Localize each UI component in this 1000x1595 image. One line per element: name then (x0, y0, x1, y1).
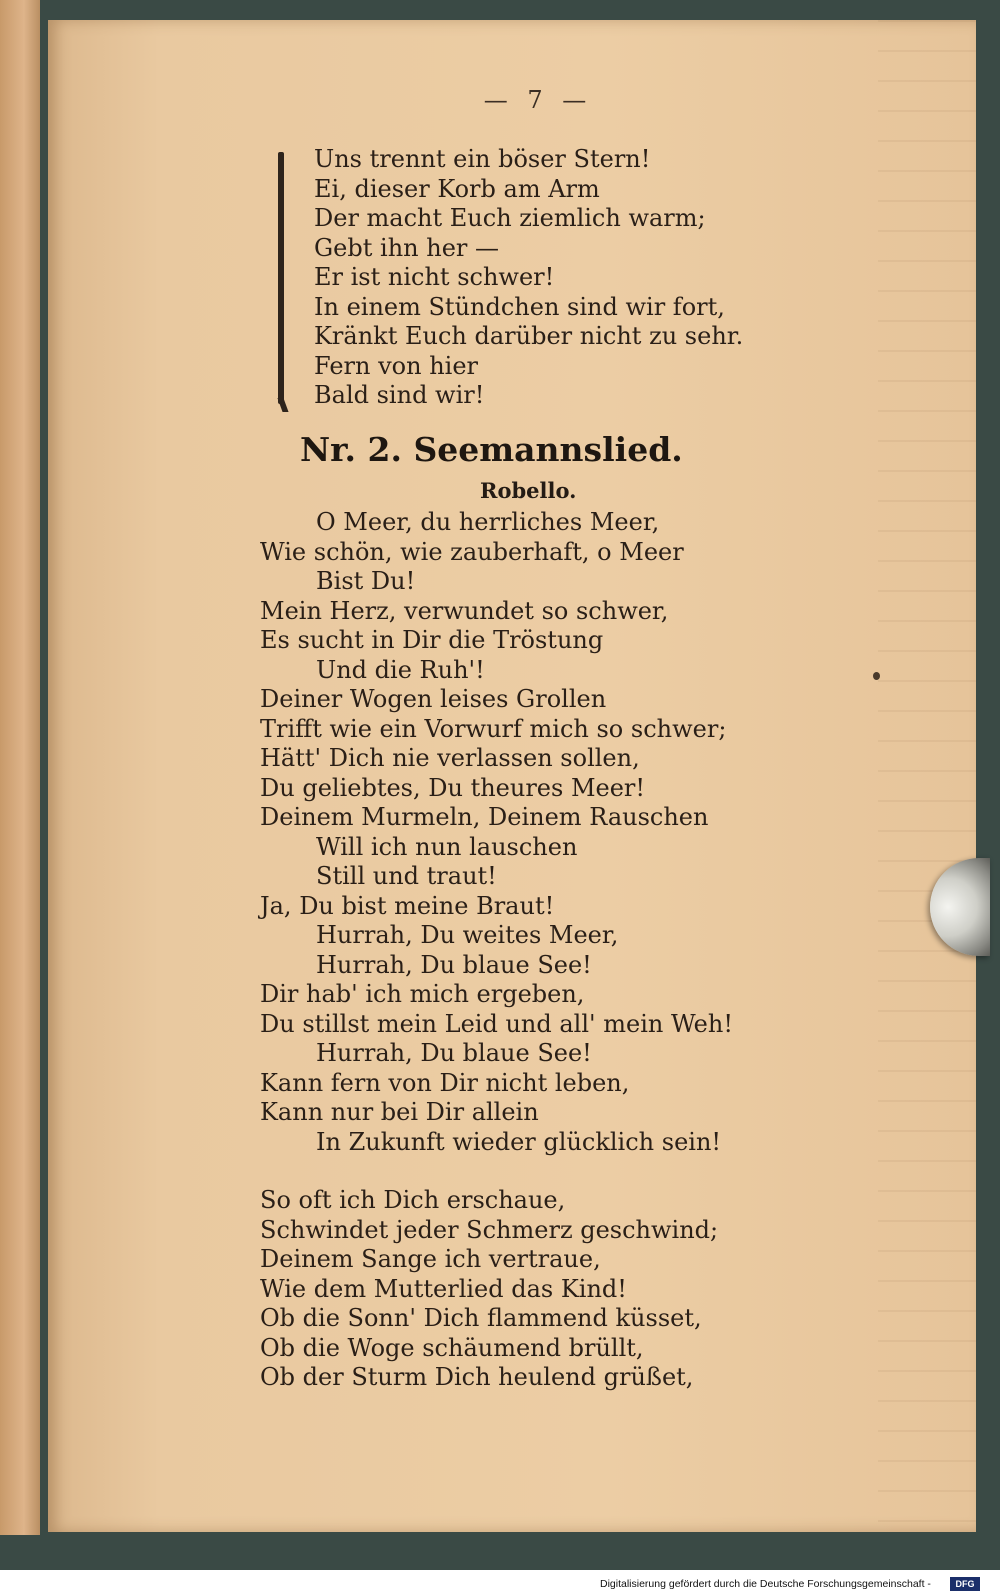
page-number: — 7 — (483, 86, 593, 114)
song-line: Es sucht in Dir die Tröstung (260, 626, 604, 654)
verse-line: Er ist nicht schwer! (314, 263, 555, 291)
verse-line: Uns trennt ein böser Stern! (314, 145, 651, 173)
song-line: Mein Herz, verwundet so schwer, (260, 596, 669, 625)
song-line: Du geliebtes, Du theures Meer! (260, 773, 646, 802)
song-line: Hurrah, Du blaue See! (316, 950, 592, 979)
verse-line: Gebt ihn her — (314, 233, 499, 262)
song-line: So oft ich Dich erschaue, (260, 1186, 566, 1214)
song-line: Will ich nun lauschen (316, 832, 578, 861)
song-line: Still und traut! (316, 862, 497, 890)
verse-line: Bald sind wir! (314, 381, 485, 409)
song-line: Schwindet jeder Schmerz geschwind; (260, 1215, 719, 1244)
verse-line: Der macht Euch ziemlich warm; (314, 204, 706, 232)
song-line: Wie dem Mutterlied das Kind! (260, 1274, 627, 1303)
song-line: Trifft wie ein Vorwurf mich so schwer; (260, 714, 727, 743)
verse-line: Ei, dieser Korb am Arm (314, 174, 600, 203)
song-line: Hätt' Dich nie verlassen sollen, (260, 744, 640, 772)
dfg-logo: DFG (950, 1577, 980, 1591)
song-line: Kann nur bei Dir allein (260, 1098, 539, 1126)
song-line: Deinem Sange ich vertraue, (260, 1245, 601, 1273)
song-line: Dir hab' ich mich ergeben, (260, 980, 585, 1008)
song-line: Du stillst mein Leid und all' mein Weh! (260, 1009, 733, 1038)
song-line: Ja, Du bist meine Braut! (260, 891, 555, 920)
song-line: Hurrah, Du blaue See! (316, 1039, 592, 1067)
song-line: Wie schön, wie zauberhaft, o Meer (260, 537, 684, 566)
song-line: Deiner Wogen leises Grollen (260, 685, 607, 713)
song-line: Hurrah, Du weites Meer, (316, 921, 619, 949)
section-title: Nr. 2. Seemannslied. (300, 430, 683, 469)
ink-spot (873, 672, 880, 680)
verse-line: Fern von hier (314, 351, 479, 380)
song-line: Ob die Woge schäumend brüllt, (260, 1333, 644, 1362)
song-line: In Zukunft wieder glücklich sein! (316, 1127, 722, 1156)
previous-page-edge (0, 0, 40, 1535)
song-line: Kann fern von Dir nicht leben, (260, 1068, 630, 1097)
show-through-text (878, 20, 976, 1532)
song-line: Ob die Sonn' Dich flammend küsset, (260, 1304, 702, 1332)
song-line: Ob der Sturm Dich heulend grüßet, (260, 1363, 694, 1391)
song-line: O Meer, du herrliches Meer, (316, 508, 660, 536)
song-line: Bist Du! (316, 567, 416, 595)
verse-line: In einem Stündchen sind wir fort, (314, 292, 725, 321)
digitization-credit: Digitalisierung gefördert durch die Deutsche Forschungsgemeinschaft - (600, 1575, 931, 1593)
stanza-bracket (278, 152, 284, 404)
speaker-name: Robello. (480, 478, 577, 503)
song-line: Und die Ruh'! (316, 655, 485, 684)
song-line: Deinem Murmeln, Deinem Rauschen (260, 803, 709, 831)
verse-line: Kränkt Euch darüber nicht zu sehr. (314, 322, 744, 350)
